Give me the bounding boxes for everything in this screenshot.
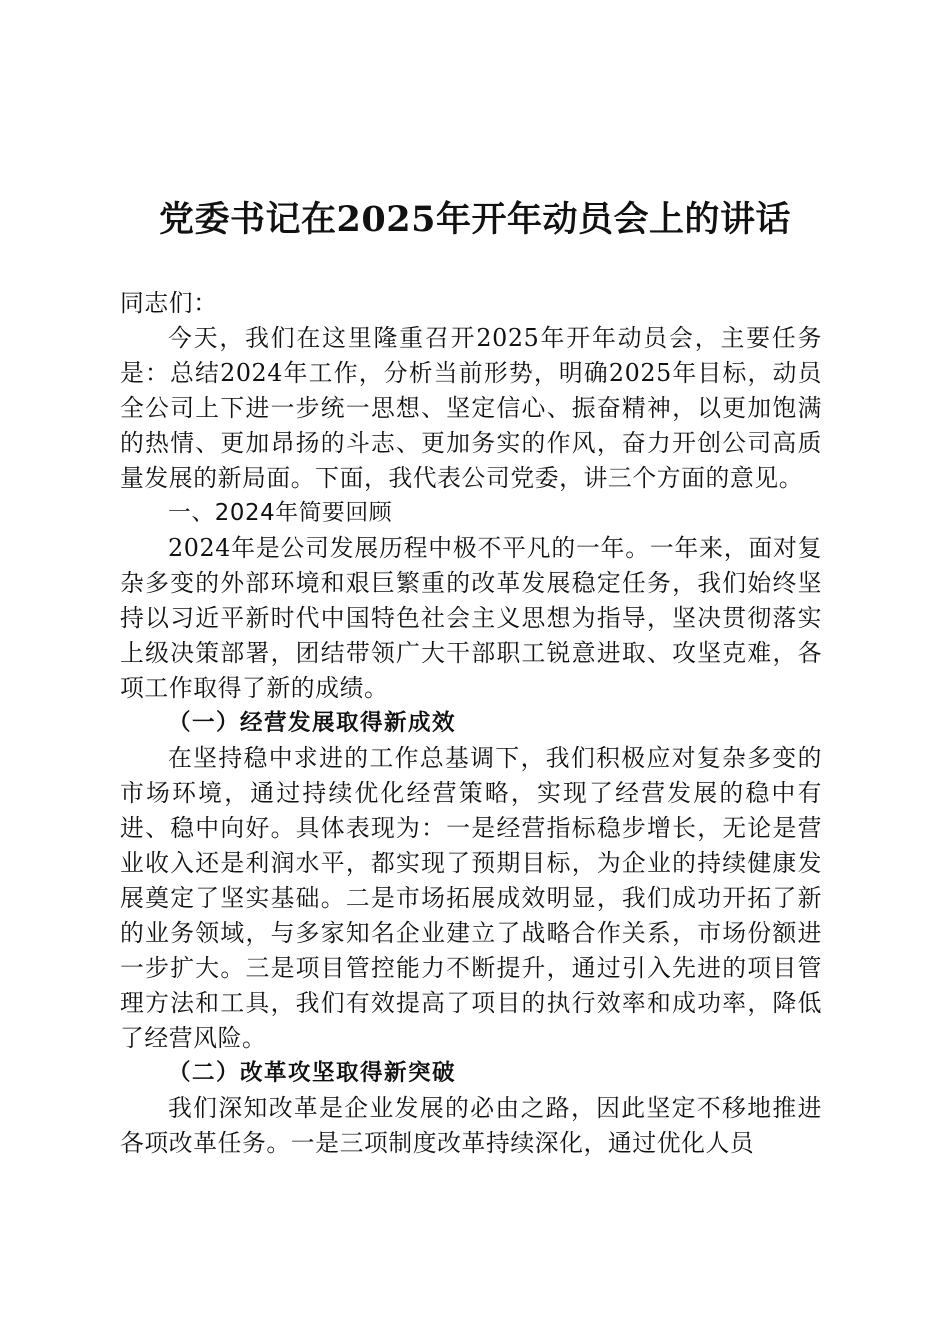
subsection-heading-reform: （二）改革攻坚取得新突破	[168, 1060, 457, 1086]
subsection-paragraph-business: 在坚持稳中求进的工作总基调下，我们积极应对复杂多变的市场环境，通过持续优化经营策略，实现了经营发展的稳中有进、稳中向好。具体表现为：一是经营指标稳步增长，无论是营业收入还是利润水平，都实现了预期目标，为企业的持续健康发展奠定了坚实基础。二是市场拓展成效明显，我们成功开拓了新的业务领域，与多家知名企业建立了战略合作关系，市场份额进一步扩大。三是项目管控能力不断提升，通过引入先进的项目管理方法和工具，我们有效提高了项目的执行效率和成功率，降低了经营风险。	[120, 744, 822, 1052]
intro-paragraph: 今天，我们在这里隆重召开2025年开年动员会，主要任务是：总结2024年工作，分析当前形势，明确2025年目标，动员全公司上下进一步统一思想、坚定信心、振奋精神，以更加饱满的热情、更加昂扬的斗志、更加务实的作风，奋力开创公司高质量发展的新局面。下面，我代表公司党委，讲三个方面的意见。	[120, 324, 822, 492]
section-heading-2024-review: 一、2024年简要回顾	[168, 500, 393, 526]
greeting: 同志们：	[120, 289, 218, 317]
document-body	[120, 286, 822, 1161]
document-title: 党委书记在2025年开年动员会上的讲话	[159, 199, 791, 240]
subsection-paragraph-reform: 我们深知改革是企业发展的必由之路，因此坚定不移地推进各项改革任务。一是三项制度改革持续深化，通过优化人员	[120, 1094, 822, 1157]
section-paragraph-2024-review: 2024年是公司发展历程中极不平凡的一年。一年来，面对复杂多变的外部环境和艰巨繁重的改革发展稳定任务，我们始终坚持以习近平新时代中国特色社会主义思想为指导，坚决贯彻落实上级决策部署，团结带领广大干部职工锐意进取、攻坚克难，各项工作取得了新的成绩。	[120, 534, 822, 702]
subsection-heading-business: （一）经营发展取得新成效	[168, 710, 457, 736]
